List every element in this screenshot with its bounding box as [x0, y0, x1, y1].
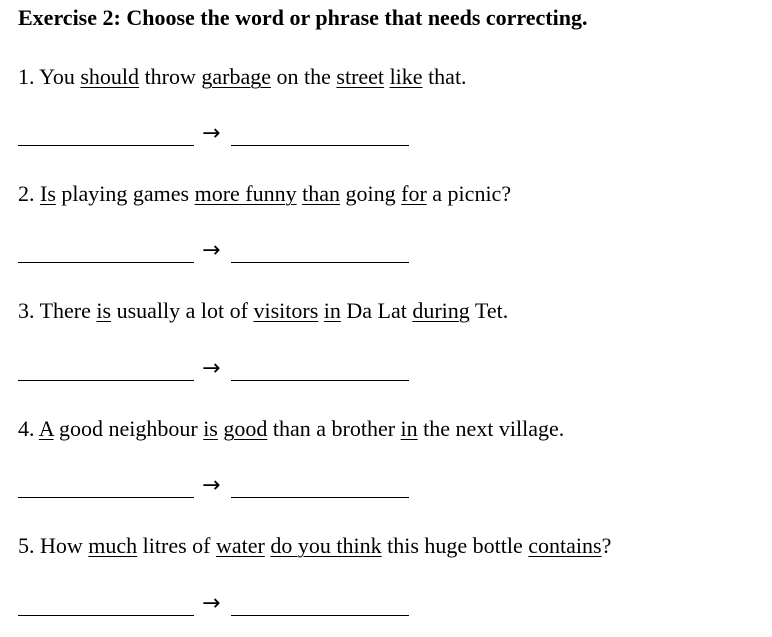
underlined-option[interactable]: is: [96, 298, 112, 323]
question-text-segment: a picnic?: [426, 181, 512, 206]
right-arrow-icon: →: [202, 356, 221, 381]
underlined-option[interactable]: for: [401, 181, 427, 206]
underlined-option[interactable]: much: [88, 533, 138, 558]
underlined-option[interactable]: in: [400, 416, 418, 441]
underlined-option[interactable]: like: [389, 64, 423, 89]
wrong-word-blank[interactable]: [18, 145, 194, 146]
question-text-segment: 5. How: [18, 533, 89, 558]
question-3: [18, 296, 508, 326]
question-text-segment: 3. There: [18, 298, 97, 323]
question-text-segment: going: [340, 181, 402, 206]
question-text-segment: 1. You: [18, 64, 81, 89]
right-arrow-icon: →: [202, 473, 221, 498]
underlined-option[interactable]: than: [302, 181, 341, 206]
answer-row-3: [18, 355, 418, 385]
exercise-title: Exercise 2: Choose the word or phrase that needs correcting.: [18, 5, 588, 30]
right-arrow-icon: →: [202, 121, 221, 146]
question-text-segment: on the: [271, 64, 337, 89]
correction-blank[interactable]: [231, 262, 409, 263]
underlined-option[interactable]: contains: [528, 533, 602, 558]
underlined-option[interactable]: more funny: [194, 181, 297, 206]
underlined-option[interactable]: is: [203, 416, 218, 441]
answer-row-2: [18, 237, 418, 267]
wrong-word-blank[interactable]: [18, 380, 194, 381]
answer-row-1: [18, 120, 418, 150]
underlined-option[interactable]: garbage: [201, 64, 272, 89]
answer-row-5: [18, 590, 418, 620]
question-text-segment: the next village.: [417, 416, 565, 441]
right-arrow-icon: →: [202, 238, 221, 263]
underlined-option[interactable]: do you think: [270, 533, 382, 558]
underlined-option[interactable]: during: [412, 298, 470, 323]
underlined-option[interactable]: water: [216, 533, 265, 558]
question-text-segment: than a brother: [267, 416, 401, 441]
underlined-option[interactable]: Is: [40, 181, 56, 206]
wrong-word-blank[interactable]: [18, 497, 194, 498]
underlined-option[interactable]: A: [38, 416, 54, 441]
question-text-segment: Tet.: [469, 298, 509, 323]
underlined-option[interactable]: street: [336, 64, 385, 89]
wrong-word-blank[interactable]: [18, 615, 194, 616]
correction-blank[interactable]: [231, 145, 409, 146]
question-text-segment: 2.: [18, 181, 40, 206]
wrong-word-blank[interactable]: [18, 262, 194, 263]
question-text-segment: litres of: [137, 533, 216, 558]
underlined-option[interactable]: good: [223, 416, 268, 441]
underlined-option[interactable]: should: [80, 64, 140, 89]
correction-blank[interactable]: [231, 380, 409, 381]
question-text-segment: playing games: [55, 181, 195, 206]
question-text-segment: throw: [139, 64, 202, 89]
question-text-segment: good neighbour: [53, 416, 204, 441]
question-text-segment: 4.: [18, 416, 39, 441]
underlined-option[interactable]: in: [323, 298, 341, 323]
underlined-option[interactable]: visitors: [253, 298, 319, 323]
question-2: [18, 179, 511, 209]
question-5: [18, 531, 611, 561]
correction-blank[interactable]: [231, 497, 409, 498]
question-1: [18, 62, 467, 92]
correction-blank[interactable]: [231, 615, 409, 616]
answer-row-4: [18, 472, 418, 502]
question-4: [18, 414, 564, 444]
question-text-segment: usually a lot of: [111, 298, 254, 323]
question-text-segment: that.: [422, 64, 467, 89]
right-arrow-icon: →: [202, 591, 221, 616]
question-text-segment: ?: [601, 533, 612, 558]
question-text-segment: Da Lat: [340, 298, 413, 323]
question-text-segment: this huge bottle: [381, 533, 529, 558]
